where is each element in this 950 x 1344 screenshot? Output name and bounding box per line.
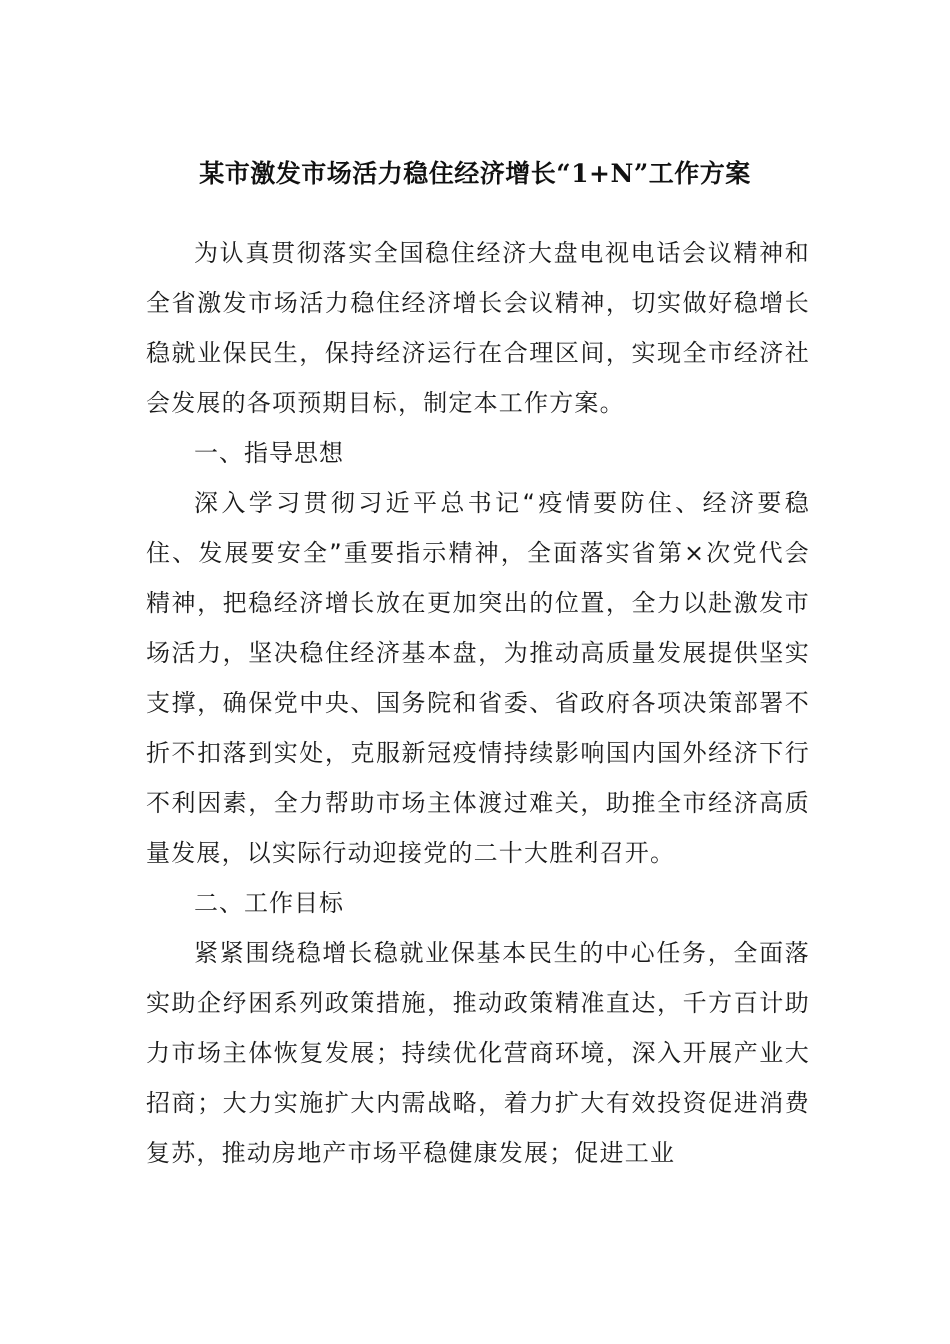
section-paragraph-work-goals: 紧紧围绕稳增长稳就业保基本民生的中心任务，全面落实助企纾困系列政策措施，推动政策精准直达，千方百计助力市场主体恢复发展；持续优化营商环境，深入开展产业大招商；大力实施扩大内需战略，着力扩大有效投资促进消费复苏，推动房地产市场平稳健康发展；促进工业 bbox=[146, 939, 810, 1167]
document-title: 某市激发市场活力稳住经济增长“1+N”工作方案 bbox=[199, 159, 751, 188]
intro-paragraph: 为认真贯彻落实全国稳住经济大盘电视电话会议精神和全省激发市场活力稳住经济增长会议精神，切实做好稳增长稳就业保民生，保持经济运行在合理区间，实现全市经济社会发展的各项预期目标，制定本工作方案。 bbox=[146, 239, 810, 417]
section-heading-work-goals: 二、工作目标 bbox=[194, 889, 344, 917]
section-paragraph-guiding-ideology: 深入学习贯彻习近平总书记“疫情要防住、经济要稳住、发展要安全”重要指示精神，全面落实省第×次党代会精神，把稳经济增长放在更加突出的位置，全力以赴激发市场活力，坚决稳住经济基本盘，为推动高质量发展提供坚实支撑，确保党中央、国务院和省委、省政府各项决策部署不折不扣落到实处，克服新冠疫情持续影响国内国外经济下行不利因素，全力帮助市场主体渡过难关，助推全市经济高质量发展，以实际行动迎接党的二十大胜利召开。 bbox=[146, 489, 810, 867]
document-body bbox=[146, 228, 810, 1178]
section-heading-guiding-ideology: 一、指导思想 bbox=[194, 439, 344, 467]
